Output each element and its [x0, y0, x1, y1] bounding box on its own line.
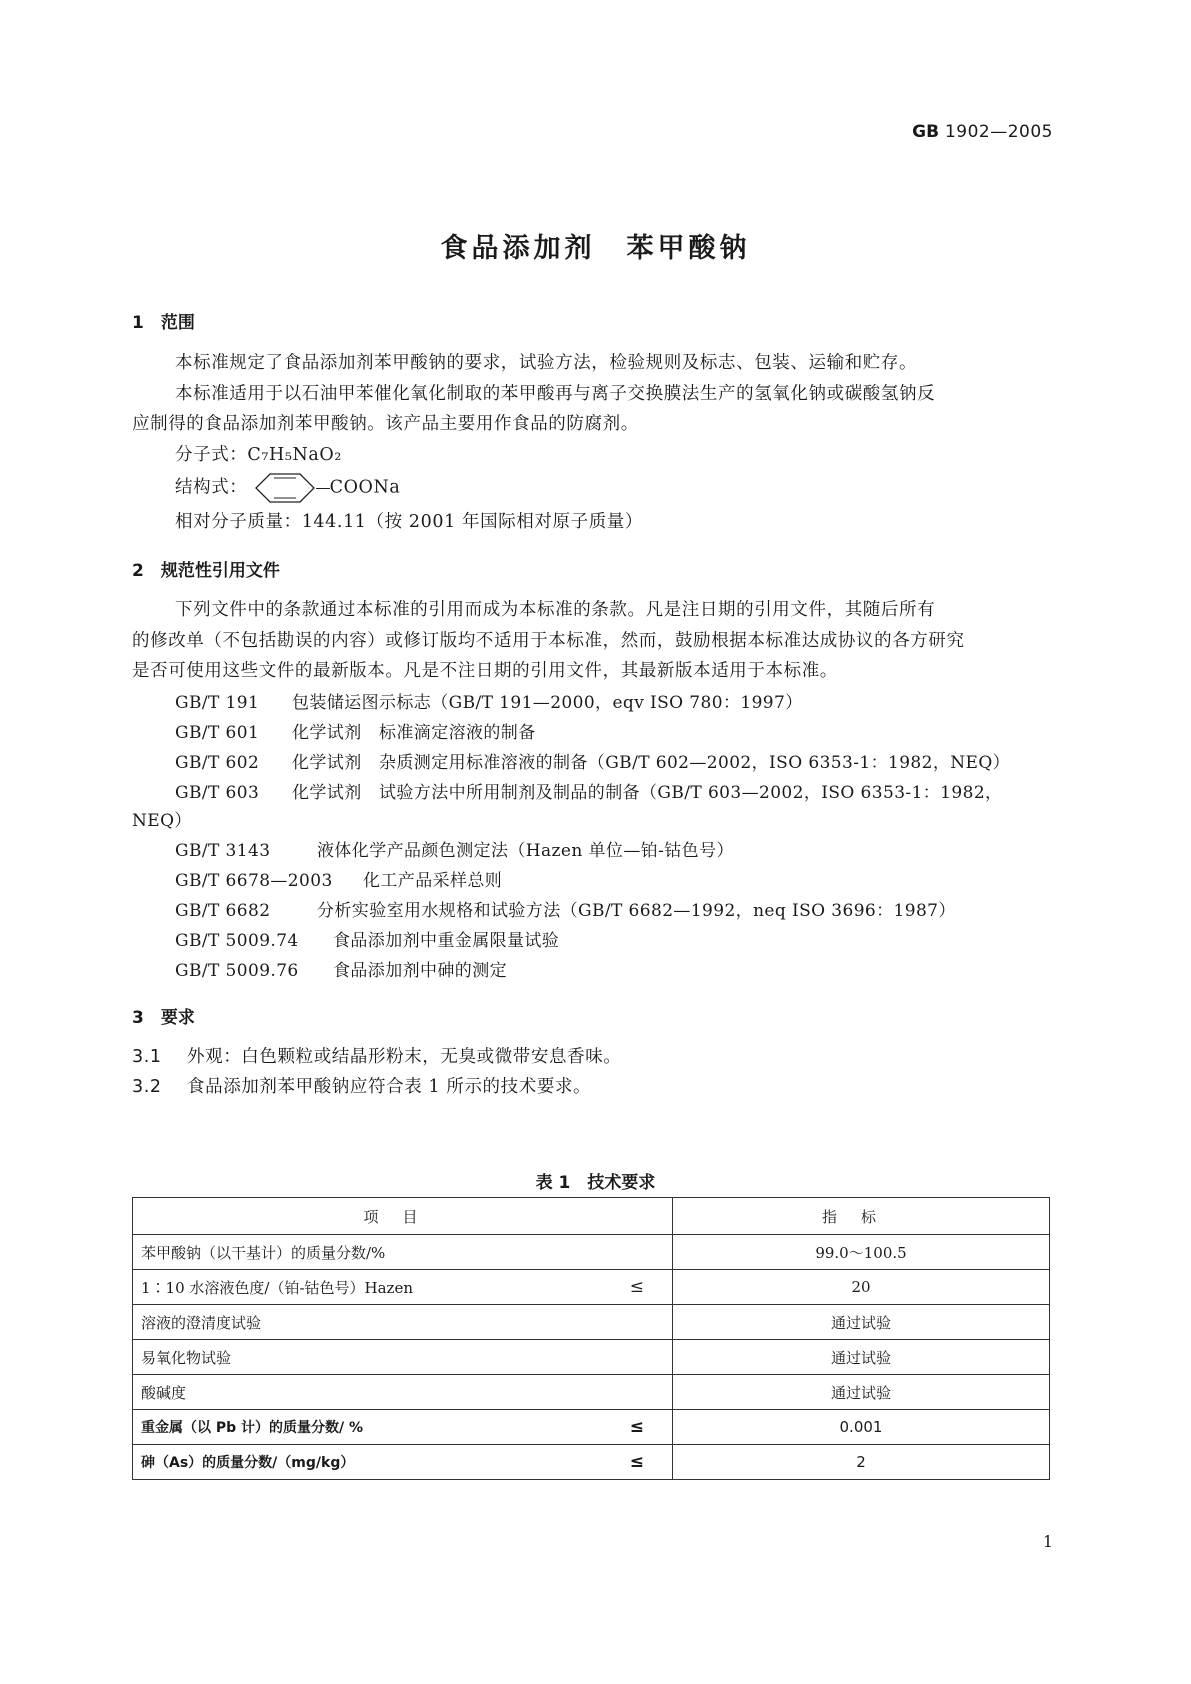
ref-item [175, 836, 734, 861]
section-2-para-c: 是否可使用这些文件的最新版本。凡是不注日期的引用文件，其最新版本适用于本标准。 [132, 661, 838, 681]
ref-item [175, 896, 956, 921]
ref-title: 食品添加剂中砷的测定 [333, 961, 507, 981]
table-row [133, 1305, 1050, 1340]
molecular-mass: 相对分子质量：144.11（按 2001 年国际相对原子质量） [175, 512, 643, 532]
row-item-text: 重金属（以 Pb 计）的质量分数/ % [141, 1420, 364, 1436]
row-item [133, 1375, 673, 1410]
ref-item [175, 956, 507, 981]
molecular-formula [175, 441, 342, 466]
ref-code: GB/T 191 [175, 693, 260, 713]
table-caption: 表 1 技术要求 [535, 1173, 656, 1193]
column-header-item: 项目 [133, 1198, 673, 1235]
ref-item [175, 718, 536, 743]
row-value: 通过试验 [673, 1375, 1050, 1410]
row-item [133, 1235, 673, 1270]
le-sign: ≤ [629, 1452, 644, 1472]
le-sign: ≤ [629, 1277, 644, 1297]
row-value: 20 [673, 1270, 1050, 1305]
table-row [133, 1445, 1050, 1480]
clause-3-2 [132, 1073, 591, 1098]
table-row [133, 1270, 1050, 1305]
column-header-value: 指标 [673, 1198, 1050, 1235]
row-item-text: 砷（As）的质量分数/（mg/kg） [141, 1455, 355, 1471]
bond-line [316, 488, 330, 489]
section-1-para-2b: 应制得的食品添加剂苯甲酸钠。该产品主要用作食品的防腐剂。 [132, 414, 639, 434]
row-item-text: 酸碱度 [141, 1383, 187, 1402]
section-1-heading: 1 范围 [132, 313, 195, 333]
row-value: 0.001 [673, 1410, 1050, 1445]
ref-item-continued [132, 806, 192, 831]
ref-title: 液体化学产品颜色测定法（Hazen 单位—铂-钴色号） [317, 841, 734, 861]
table-row [133, 1375, 1050, 1410]
section-2-para-a: 下列文件中的条款通过本标准的引用而成为本标准的条款。凡是注日期的引用文件，其随后所有 [175, 600, 936, 620]
ref-code: GB/T 5009.74 [175, 931, 299, 951]
row-value: 通过试验 [673, 1305, 1050, 1340]
ref-item [175, 866, 502, 891]
structure-label: 结构式： [175, 477, 248, 498]
row-value: 2 [673, 1445, 1050, 1480]
row-item [133, 1445, 673, 1480]
ref-title: 分析实验室用水规格和试验方法（GB/T 6682—1992，neq ISO 3696：1987） [317, 901, 956, 921]
clause-text: 食品添加剂苯甲酸钠应符合表 1 所示的技术要求。 [187, 1077, 592, 1097]
page-number: 1 [1042, 1532, 1053, 1551]
standard-prefix: GB [912, 122, 940, 142]
clause-text: 外观：白色颗粒或结晶形粉末，无臭或微带安息香味。 [187, 1047, 622, 1067]
table-row [133, 1235, 1050, 1270]
section-2-heading: 2 规范性引用文件 [132, 561, 280, 581]
structural-formula [175, 471, 400, 505]
benzene-ring-icon [254, 471, 316, 505]
ref-code: GB/T 3143 [175, 841, 271, 861]
ref-code: GB/T 602 [175, 753, 260, 773]
technical-requirements-table [132, 1197, 1050, 1480]
standard-code: 1902—2005 [944, 122, 1053, 142]
row-item [133, 1340, 673, 1375]
row-value: 通过试验 [673, 1340, 1050, 1375]
ref-title: NEQ） [132, 811, 192, 831]
structure-group: COONa [329, 477, 401, 498]
le-sign: ≤ [629, 1417, 644, 1437]
standard-number [912, 122, 1053, 142]
clause-3-1 [132, 1043, 621, 1068]
ref-title: 化学试剂 标准滴定溶液的制备 [292, 723, 536, 743]
table-row [133, 1340, 1050, 1375]
table-row [133, 1410, 1050, 1445]
row-item-text: 易氧化物试验 [141, 1348, 232, 1367]
row-item [133, 1270, 673, 1305]
table-header-row [133, 1198, 1050, 1235]
ref-title: 化学试剂 试验方法中所用制剂及制品的制备（GB/T 603—2002，ISO 6353-1：1982， [292, 783, 1003, 803]
ref-code: GB/T 601 [175, 723, 260, 743]
row-value: 99.0～100.5 [673, 1235, 1050, 1270]
ref-item [175, 748, 1010, 773]
ref-item [175, 688, 803, 713]
ref-title: 包装储运图示标志（GB/T 191—2000，eqv ISO 780：1997） [292, 693, 803, 713]
section-2-para-b: 的修改单（不包括勘误的内容）或修订版均不适用于本标准，然而，鼓励根据本标准达成协议的各方研究 [132, 631, 965, 651]
section-1-para-1: 本标准规定了食品添加剂苯甲酸钠的要求，试验方法，检验规则及标志、包装、运输和贮存。 [175, 353, 918, 373]
ref-item [175, 926, 559, 951]
formula-label: 分子式： [175, 445, 248, 465]
row-item-text: 溶液的澄清度试验 [141, 1313, 262, 1332]
ref-item [175, 778, 1002, 803]
ref-title: 化工产品采样总则 [363, 871, 503, 891]
ref-code: GB/T 6682 [175, 901, 271, 921]
ref-code: GB/T 603 [175, 783, 260, 803]
ref-title: 化学试剂 杂质测定用标准溶液的制备（GB/T 602—2002，ISO 6353-1：1982，NEQ） [292, 753, 1011, 773]
page-title: 食品添加剂 苯甲酸钠 [440, 233, 751, 264]
section-3-heading: 3 要求 [132, 1008, 195, 1028]
row-item-text: 1∶10 水溶液色度/（铂-钴色号）Hazen [141, 1278, 413, 1297]
clause-number: 3.2 [132, 1077, 162, 1097]
row-item [133, 1410, 673, 1445]
ref-code: GB/T 6678—2003 [175, 871, 333, 891]
formula-value: C₇H₅NaO₂ [247, 445, 342, 465]
clause-number: 3.1 [132, 1047, 162, 1067]
section-1-para-2a: 本标准适用于以石油甲苯催化氧化制取的苯甲酸再与离子交换膜法生产的氢氧化钠或碳酸氢钠反 [175, 384, 936, 404]
row-item [133, 1305, 673, 1340]
ref-title: 食品添加剂中重金属限量试验 [333, 931, 560, 951]
ref-code: GB/T 5009.76 [175, 961, 299, 981]
row-item-text: 苯甲酸钠（以干基计）的质量分数/% [141, 1243, 386, 1262]
